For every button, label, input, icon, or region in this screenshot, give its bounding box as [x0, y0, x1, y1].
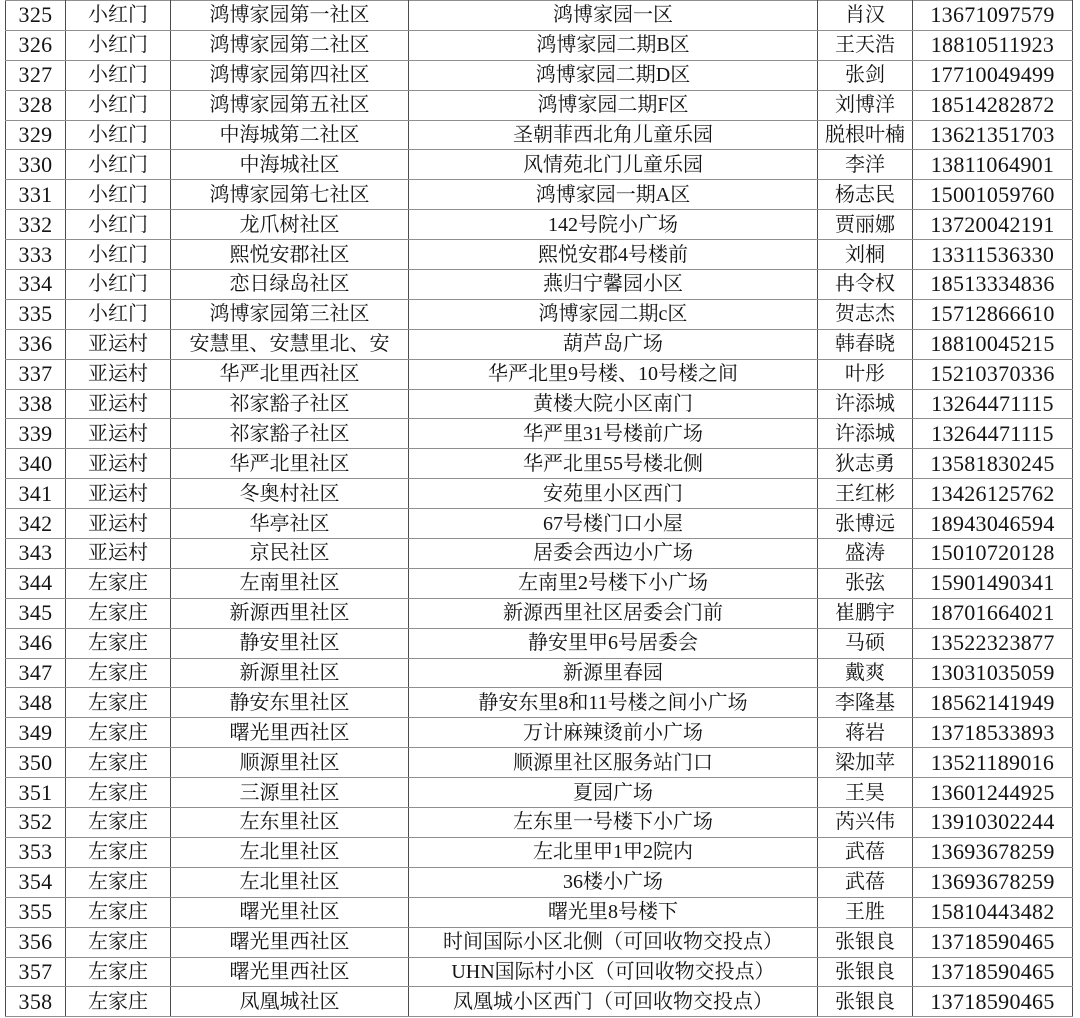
cell-street: 亚运村 [66, 449, 171, 479]
cell-index: 343 [6, 539, 66, 569]
cell-phone: 13426125762 [913, 479, 1073, 509]
cell-street: 小红门 [66, 1, 171, 31]
cell-contact: 张银良 [818, 987, 913, 1017]
cell-community: 凤凰城社区 [171, 987, 409, 1017]
cell-contact: 张弦 [818, 568, 913, 598]
table-row [6, 449, 1073, 479]
cell-phone: 13581830245 [913, 449, 1073, 479]
cell-index: 345 [6, 598, 66, 628]
cell-index: 334 [6, 270, 66, 300]
cell-contact: 刘博洋 [818, 90, 913, 120]
cell-location: 葫芦岛广场 [409, 329, 818, 359]
cell-contact: 张博远 [818, 509, 913, 539]
cell-index: 339 [6, 419, 66, 449]
cell-community: 鸿博家园第七社区 [171, 180, 409, 210]
cell-location: 黄楼大院小区南门 [409, 389, 818, 419]
cell-contact: 韩春晓 [818, 329, 913, 359]
cell-index: 338 [6, 389, 66, 419]
cell-street: 左家庄 [66, 748, 171, 778]
cell-phone: 18701664021 [913, 598, 1073, 628]
cell-location: 万计麻辣烫前小广场 [409, 718, 818, 748]
cell-contact: 狄志勇 [818, 449, 913, 479]
table-row [6, 299, 1073, 329]
table-row [6, 837, 1073, 867]
cell-index: 340 [6, 449, 66, 479]
cell-location: 36楼小广场 [409, 867, 818, 897]
cell-index: 329 [6, 120, 66, 150]
cell-location: 华严北里55号楼北侧 [409, 449, 818, 479]
cell-street: 左家庄 [66, 837, 171, 867]
cell-index: 327 [6, 60, 66, 90]
cell-location: 时间国际小区北侧（可回收物交投点） [409, 927, 818, 957]
cell-phone: 13264471115 [913, 389, 1073, 419]
cell-phone: 18943046594 [913, 509, 1073, 539]
cell-index: 357 [6, 957, 66, 987]
cell-community: 中海城第二社区 [171, 120, 409, 150]
cell-location: 142号院小广场 [409, 210, 818, 240]
cell-phone: 13718590465 [913, 957, 1073, 987]
cell-street: 左家庄 [66, 688, 171, 718]
cell-index: 346 [6, 628, 66, 658]
recycling-points-table [5, 0, 1073, 1017]
cell-location: 新源里春园 [409, 658, 818, 688]
cell-street: 小红门 [66, 180, 171, 210]
cell-location: 左北里甲1甲2院内 [409, 837, 818, 867]
cell-location: 新源西里社区居委会门前 [409, 598, 818, 628]
table-row [6, 240, 1073, 270]
cell-phone: 13601244925 [913, 778, 1073, 808]
cell-phone: 13521189016 [913, 748, 1073, 778]
cell-community: 中海城社区 [171, 150, 409, 180]
cell-location: 夏园广场 [409, 778, 818, 808]
cell-phone: 13311536330 [913, 240, 1073, 270]
table-row [6, 748, 1073, 778]
cell-index: 326 [6, 30, 66, 60]
cell-phone: 15001059760 [913, 180, 1073, 210]
cell-index: 337 [6, 359, 66, 389]
cell-contact: 叶彤 [818, 359, 913, 389]
cell-street: 左家庄 [66, 718, 171, 748]
cell-index: 336 [6, 329, 66, 359]
table-row [6, 957, 1073, 987]
cell-index: 328 [6, 90, 66, 120]
cell-contact: 芮兴伟 [818, 808, 913, 838]
table-row [6, 509, 1073, 539]
cell-street: 左家庄 [66, 658, 171, 688]
cell-location: 华严北里9号楼、10号楼之间 [409, 359, 818, 389]
cell-location: 风情苑北门儿童乐园 [409, 150, 818, 180]
cell-community: 祁家豁子社区 [171, 389, 409, 419]
cell-contact: 许添城 [818, 389, 913, 419]
cell-community: 熙悦安郡社区 [171, 240, 409, 270]
cell-street: 左家庄 [66, 957, 171, 987]
cell-contact: 戴爽 [818, 658, 913, 688]
cell-location: 圣朝菲西北角儿童乐园 [409, 120, 818, 150]
cell-street: 小红门 [66, 270, 171, 300]
cell-community: 龙爪树社区 [171, 210, 409, 240]
cell-index: 350 [6, 748, 66, 778]
cell-contact: 杨志民 [818, 180, 913, 210]
cell-index: 341 [6, 479, 66, 509]
cell-location: 静安东里8和11号楼之间小广场 [409, 688, 818, 718]
cell-phone: 13621351703 [913, 120, 1073, 150]
cell-contact: 李洋 [818, 150, 913, 180]
cell-community: 恋日绿岛社区 [171, 270, 409, 300]
table-row [6, 778, 1073, 808]
cell-location: 鸿博家园一期A区 [409, 180, 818, 210]
cell-street: 小红门 [66, 120, 171, 150]
cell-contact: 李隆基 [818, 688, 913, 718]
cell-contact: 贾丽娜 [818, 210, 913, 240]
cell-phone: 13910302244 [913, 808, 1073, 838]
cell-index: 358 [6, 987, 66, 1017]
cell-index: 342 [6, 509, 66, 539]
table-row [6, 568, 1073, 598]
cell-contact: 王红彬 [818, 479, 913, 509]
cell-contact: 武蓓 [818, 837, 913, 867]
cell-contact: 武蓓 [818, 867, 913, 897]
cell-street: 小红门 [66, 60, 171, 90]
cell-phone: 17710049499 [913, 60, 1073, 90]
cell-location: 鸿博家园二期F区 [409, 90, 818, 120]
table-row [6, 210, 1073, 240]
table-row [6, 90, 1073, 120]
cell-street: 左家庄 [66, 568, 171, 598]
cell-index: 335 [6, 299, 66, 329]
cell-index: 351 [6, 778, 66, 808]
cell-street: 小红门 [66, 299, 171, 329]
cell-community: 华严北里西社区 [171, 359, 409, 389]
cell-community: 华亭社区 [171, 509, 409, 539]
cell-location: UHN国际村小区（可回收物交投点） [409, 957, 818, 987]
cell-street: 左家庄 [66, 808, 171, 838]
table-row [6, 150, 1073, 180]
cell-community: 顺源里社区 [171, 748, 409, 778]
cell-phone: 13671097579 [913, 1, 1073, 31]
cell-phone: 15901490341 [913, 568, 1073, 598]
cell-index: 353 [6, 837, 66, 867]
cell-index: 348 [6, 688, 66, 718]
cell-index: 333 [6, 240, 66, 270]
cell-contact: 马硕 [818, 628, 913, 658]
table-row [6, 60, 1073, 90]
cell-street: 小红门 [66, 150, 171, 180]
table-row [6, 628, 1073, 658]
cell-contact: 张银良 [818, 927, 913, 957]
table-row [6, 658, 1073, 688]
cell-location: 燕归宁馨园小区 [409, 270, 818, 300]
table-row [6, 867, 1073, 897]
cell-phone: 15210370336 [913, 359, 1073, 389]
table-row [6, 987, 1073, 1017]
cell-street: 左家庄 [66, 927, 171, 957]
cell-community: 鸿博家园第三社区 [171, 299, 409, 329]
cell-phone: 13718590465 [913, 987, 1073, 1017]
table-row [6, 808, 1073, 838]
cell-community: 三源里社区 [171, 778, 409, 808]
cell-index: 332 [6, 210, 66, 240]
cell-phone: 18810045215 [913, 329, 1073, 359]
cell-index: 352 [6, 808, 66, 838]
cell-contact: 崔鹏宇 [818, 598, 913, 628]
cell-phone: 13693678259 [913, 837, 1073, 867]
cell-location: 鸿博家园二期B区 [409, 30, 818, 60]
table-row [6, 718, 1073, 748]
cell-street: 小红门 [66, 210, 171, 240]
cell-location: 熙悦安郡4号楼前 [409, 240, 818, 270]
cell-street: 左家庄 [66, 778, 171, 808]
table-row [6, 927, 1073, 957]
cell-street: 亚运村 [66, 329, 171, 359]
table-row [6, 359, 1073, 389]
table-row [6, 1, 1073, 31]
cell-street: 左家庄 [66, 628, 171, 658]
cell-street: 亚运村 [66, 389, 171, 419]
cell-phone: 18810511923 [913, 30, 1073, 60]
cell-contact: 张剑 [818, 60, 913, 90]
cell-street: 小红门 [66, 240, 171, 270]
cell-contact: 脱根叶楠 [818, 120, 913, 150]
cell-contact: 蒋岩 [818, 718, 913, 748]
cell-phone: 13031035059 [913, 658, 1073, 688]
cell-location: 鸿博家园二期c区 [409, 299, 818, 329]
cell-phone: 15010720128 [913, 539, 1073, 569]
cell-community: 曙光里西社区 [171, 718, 409, 748]
table-row [6, 270, 1073, 300]
table-row [6, 30, 1073, 60]
cell-location: 居委会西边小广场 [409, 539, 818, 569]
table-body [6, 1, 1073, 1017]
cell-contact: 王天浩 [818, 30, 913, 60]
cell-street: 亚运村 [66, 359, 171, 389]
cell-street: 小红门 [66, 30, 171, 60]
cell-contact: 刘桐 [818, 240, 913, 270]
table-row [6, 329, 1073, 359]
cell-community: 鸿博家园第二社区 [171, 30, 409, 60]
cell-location: 左东里一号楼下小广场 [409, 808, 818, 838]
cell-index: 325 [6, 1, 66, 31]
cell-index: 349 [6, 718, 66, 748]
cell-location: 鸿博家园一区 [409, 1, 818, 31]
cell-location: 鸿博家园二期D区 [409, 60, 818, 90]
cell-community: 曙光里西社区 [171, 927, 409, 957]
cell-street: 小红门 [66, 90, 171, 120]
table-row [6, 897, 1073, 927]
cell-phone: 13811064901 [913, 150, 1073, 180]
cell-contact: 盛涛 [818, 539, 913, 569]
cell-phone: 13522323877 [913, 628, 1073, 658]
table-row [6, 419, 1073, 449]
cell-phone: 18514282872 [913, 90, 1073, 120]
cell-community: 冬奥村社区 [171, 479, 409, 509]
cell-location: 顺源里社区服务站门口 [409, 748, 818, 778]
cell-community: 鸿博家园第一社区 [171, 1, 409, 31]
cell-phone: 15810443482 [913, 897, 1073, 927]
cell-community: 京民社区 [171, 539, 409, 569]
table-row [6, 389, 1073, 419]
cell-index: 356 [6, 927, 66, 957]
cell-contact: 许添城 [818, 419, 913, 449]
cell-street: 亚运村 [66, 539, 171, 569]
cell-contact: 贺志杰 [818, 299, 913, 329]
table-row [6, 180, 1073, 210]
cell-community: 新源西里社区 [171, 598, 409, 628]
cell-location: 华严里31号楼前广场 [409, 419, 818, 449]
cell-community: 左北里社区 [171, 867, 409, 897]
cell-community: 鸿博家园第四社区 [171, 60, 409, 90]
cell-community: 左北里社区 [171, 837, 409, 867]
cell-index: 355 [6, 897, 66, 927]
cell-phone: 13718590465 [913, 927, 1073, 957]
cell-street: 左家庄 [66, 598, 171, 628]
table-row [6, 120, 1073, 150]
cell-street: 左家庄 [66, 897, 171, 927]
cell-phone: 18513334836 [913, 270, 1073, 300]
table-row [6, 688, 1073, 718]
cell-phone: 18562141949 [913, 688, 1073, 718]
cell-contact: 张银良 [818, 957, 913, 987]
cell-contact: 肖汉 [818, 1, 913, 31]
cell-street: 亚运村 [66, 509, 171, 539]
cell-street: 亚运村 [66, 419, 171, 449]
cell-location: 左南里2号楼下小广场 [409, 568, 818, 598]
cell-community: 静安东里社区 [171, 688, 409, 718]
cell-contact: 冉令权 [818, 270, 913, 300]
cell-phone: 13718533893 [913, 718, 1073, 748]
cell-community: 曙光里社区 [171, 897, 409, 927]
table-row [6, 598, 1073, 628]
cell-location: 安苑里小区西门 [409, 479, 818, 509]
cell-community: 安慧里、安慧里北、安 [171, 329, 409, 359]
cell-community: 鸿博家园第五社区 [171, 90, 409, 120]
cell-community: 华严北里社区 [171, 449, 409, 479]
table-row [6, 539, 1073, 569]
cell-location: 凤凰城小区西门（可回收物交投点） [409, 987, 818, 1017]
cell-phone: 13264471115 [913, 419, 1073, 449]
cell-index: 330 [6, 150, 66, 180]
cell-street: 左家庄 [66, 867, 171, 897]
table-row [6, 479, 1073, 509]
cell-index: 331 [6, 180, 66, 210]
cell-street: 左家庄 [66, 987, 171, 1017]
cell-community: 左南里社区 [171, 568, 409, 598]
cell-contact: 王昊 [818, 778, 913, 808]
cell-street: 亚运村 [66, 479, 171, 509]
cell-contact: 梁加苹 [818, 748, 913, 778]
cell-community: 祁家豁子社区 [171, 419, 409, 449]
cell-location: 静安里甲6号居委会 [409, 628, 818, 658]
cell-phone: 13720042191 [913, 210, 1073, 240]
cell-contact: 王胜 [818, 897, 913, 927]
cell-phone: 15712866610 [913, 299, 1073, 329]
cell-community: 静安里社区 [171, 628, 409, 658]
cell-community: 左东里社区 [171, 808, 409, 838]
cell-location: 67号楼门口小屋 [409, 509, 818, 539]
cell-index: 354 [6, 867, 66, 897]
cell-phone: 13693678259 [913, 867, 1073, 897]
cell-community: 曙光里西社区 [171, 957, 409, 987]
cell-location: 曙光里8号楼下 [409, 897, 818, 927]
cell-index: 347 [6, 658, 66, 688]
cell-community: 新源里社区 [171, 658, 409, 688]
cell-index: 344 [6, 568, 66, 598]
